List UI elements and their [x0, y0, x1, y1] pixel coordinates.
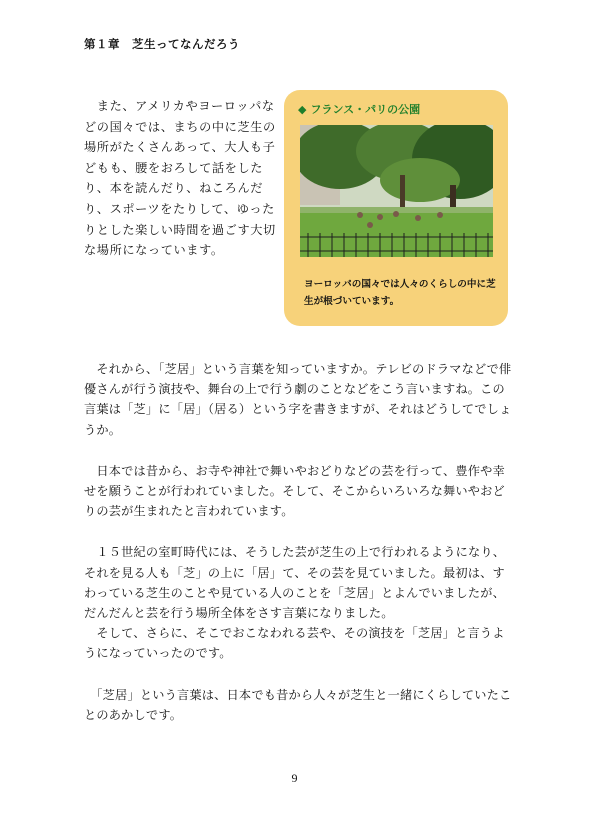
paragraph-1: それから、「芝居」という言葉を知っていますか。テレビのドラマなどで俳優さんが行う演技や、舞台の上で行う劇のことなどをこう言いますね。この言葉は「芝」に「居」（居る）という字を書きますが、それはどうしてでしょうか。	[84, 362, 512, 437]
main-text	[84, 359, 514, 746]
intro-text-block	[84, 96, 279, 261]
photo-box	[284, 90, 508, 326]
photo-box-title	[298, 101, 420, 117]
paragraph-4: 「芝居」という言葉は、日本でも昔から人々が芝生と一緒にくらしていたことのあかしです。	[84, 687, 512, 722]
intro-paragraph: また、アメリカやヨーロッパなどの国々では、まちの中に芝生の場所がたくさんあって、大人も子どもも、腰をおろして話をしたり、本を読んだり、ねころんだり、スポーツをたりして、ゆったりとした楽しい時間を過ごす大切な場所になっています。	[84, 99, 276, 258]
paragraph-3: １５世紀の室町時代には、そうした芸が芝生の上で行われるようになり、それを見る人も「芝」の上に「居」て、その芸を見ていました。最初は、すわっている芝生のことや見ている人のことを「芝居」とよんでいましたが、だんだんと芸を行う場所全体をさす言葉になりました。 そして、さらに、そこでおこなわれる芸や、その演技を「芝居」と言うようになっていったのです。	[84, 545, 506, 661]
photo-caption: ヨーロッパの国々では人々のくらしの中に芝生が根づいています。	[304, 279, 496, 307]
paragraph-2: 日本では昔から、お寺や神社で舞いやおどりなどの芸を行って、豊作や幸せを願うことが行われていました。そして、そこからいろいろな舞いやおどりの芸が生まれたと言われています。	[84, 463, 505, 519]
diamond-bullet-icon: ◆	[298, 103, 307, 116]
park-photo	[300, 125, 493, 257]
page-number: 9	[291, 771, 298, 785]
photo-title-text: フランス・パリの公園	[310, 103, 421, 116]
chapter-heading: 第１章 芝生ってなんだろう	[84, 37, 240, 51]
park-photo-illustration	[300, 125, 493, 257]
